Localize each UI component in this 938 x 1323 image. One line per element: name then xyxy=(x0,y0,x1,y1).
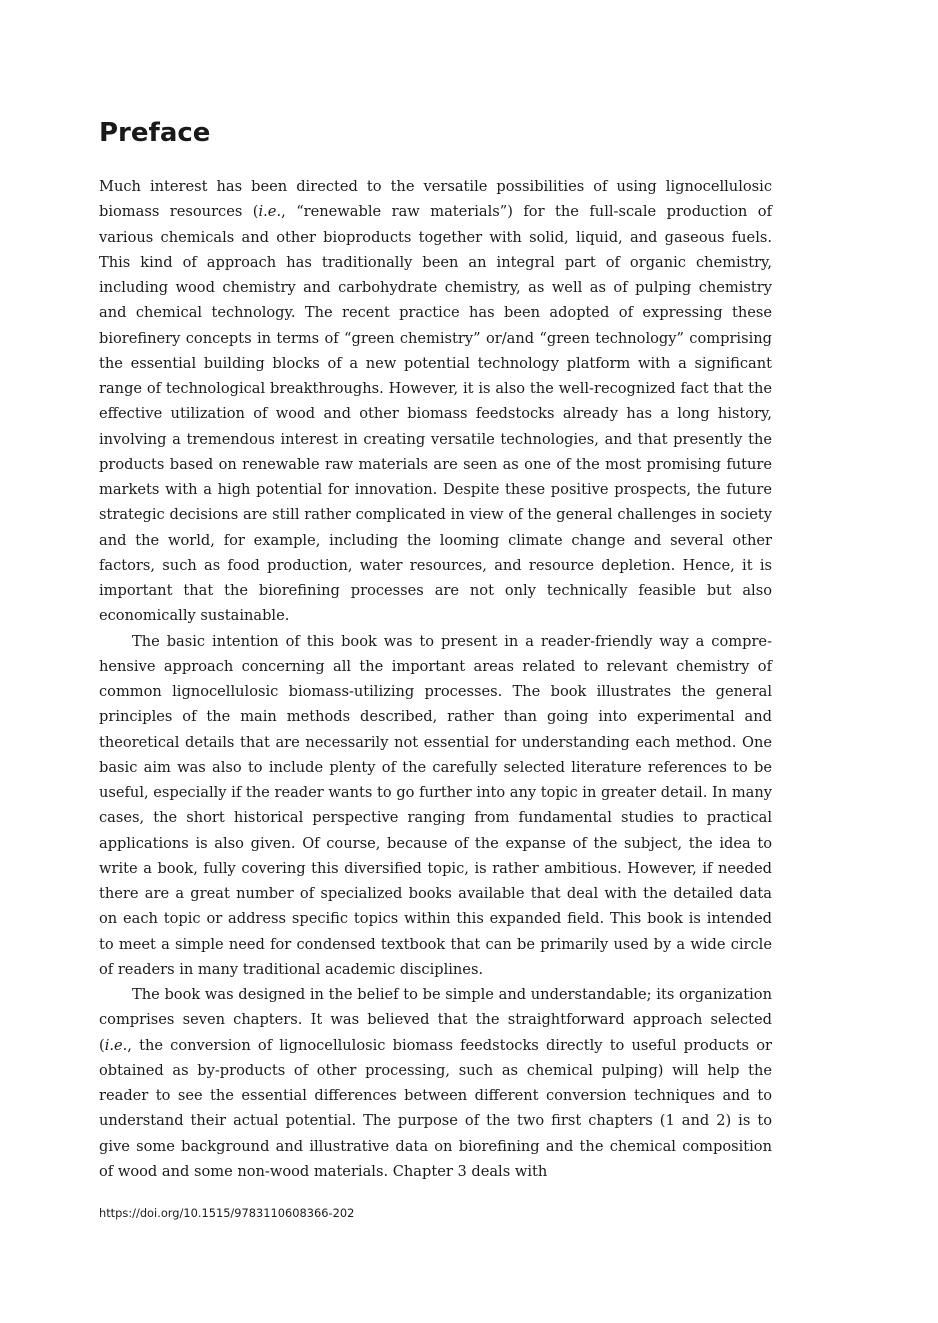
paragraph-3 xyxy=(99,982,772,1184)
paragraph-1 xyxy=(99,174,772,629)
body-text xyxy=(99,174,772,1184)
paragraph-1-text-a: Much interest has been directed to the versatile possibilities of using lignocellulosic biomass resources ( xyxy=(99,178,772,221)
page-title: Preface xyxy=(99,118,211,148)
paragraph-2: The basic intention of this book was to present in a reader-friendly way a comprehensive approach concerning all the important areas related to relevant chemistry of common lignocellulosic biomass-utilizing processes. The book illustrates the general principles of the main methods described, rather than going into experimental and theoretical details that are necessarily not essential for understanding each method. One basic aim was also to include plenty of the carefully selected literature references to be useful, especially if the reader wants to go further into any topic in greater detail. In many cases, the short historical perspective ranging from fundamental studies to practical applications is also given. Of course, because of the expanse of the subject, the idea to write a book, fully covering this diversified topic, is rather ambitious. However, if needed there are a great number of specialized books available that deal with the detailed data on each topic or address specific topics within this expanded field. This book is intended to meet a simple need for condensed textbook that can be primarily used by a wide circle of readers in many traditional academic disciplines. xyxy=(99,632,772,978)
paragraph-1-ie: i.e. xyxy=(258,203,282,221)
paragraph-1-text-b: , “renewable raw materials”) for the full-scale production of various chemicals and other bioproducts together with solid, liquid, and gaseous fuels. This kind of approach has traditionally been an integral part of organic chemistry, including wood chemistry and carbohydrate chemistry, as well as of pulping chemistry and chemical technology. The recent practice has been adopted of expressing these biorefinery concepts in terms of “green chemistry” or/and “green technology” comprising the essential building blocks of a new potential technology platform with a significant range of technological breakthroughs. However, it is also the well-recognized fact that the effective utilization of wood and other biomass feedstocks already has a long history, involving a tremendous interest in creating versatile technologies, and that presently the products based on renewable raw materials are seen as one of the most promising future markets with a high potential for innovation. Despite these positive prospects, the future strategic decisions are still rather complicated in view of the general challenges in society and the world, for example, including the looming climate change and several other factors, such as food production, water resources, and resource depletion. Hence, it is important that the biorefining processes are not only technically feasible but also economically sustainable. xyxy=(99,203,772,625)
paragraph-3-ie: i.e. xyxy=(104,1036,128,1054)
doi-footnote: https://doi.org/10.1515/9783110608366-202 xyxy=(99,1206,355,1220)
paragraph-3-text-a: The book was designed in the belief to be simple and understandable; its organization comprises seven chapters. It was believed that the straightforward approach selected ( xyxy=(99,986,772,1054)
paragraph-3-text-b: , the conversion of lignocellulosic biomass feedstocks directly to useful products or obtained as by-products of other processing, such as chemical pulping) will help the reader to see the essential differences between different conversion techniques and to understand their actual potential. The purpose of the two first chapters (1 and 2) is to give some background and illustrative data on biorefining and the chemical composition of wood and some non-wood materials. Chapter 3 deals with xyxy=(99,1036,772,1180)
